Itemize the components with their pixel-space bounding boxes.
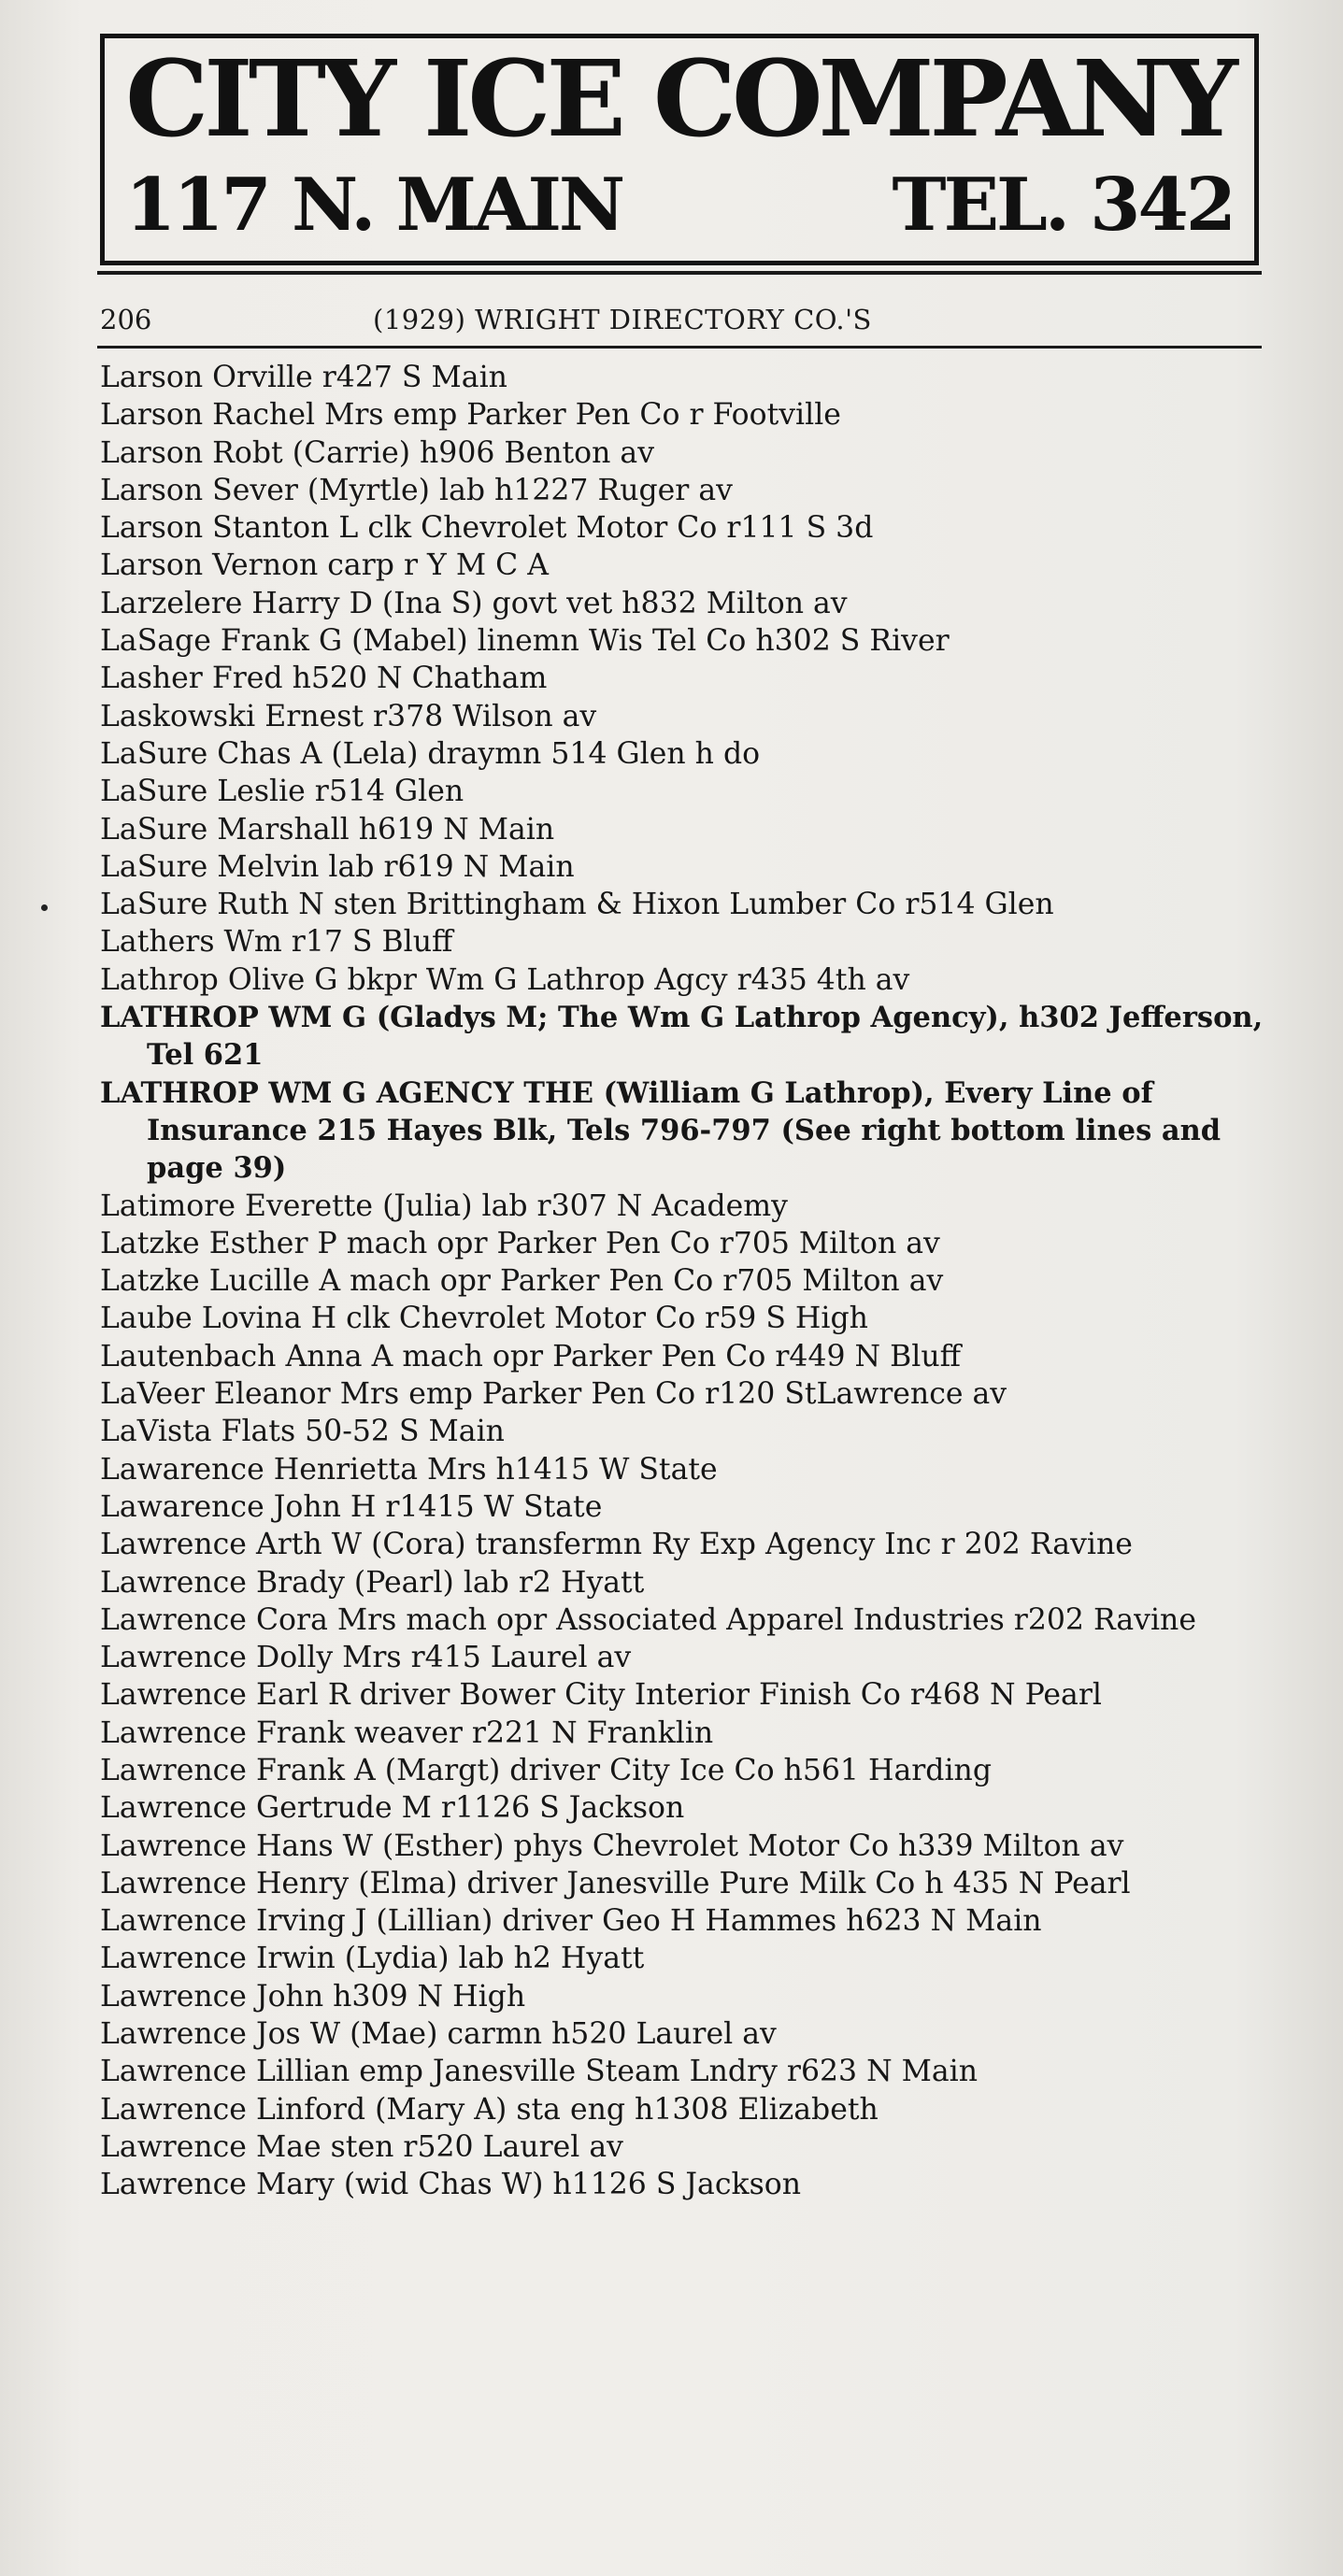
directory-entry: LaSure Chas A (Lela) draymn 514 Glen h do	[100, 736, 761, 771]
running-head-title: (1929) WRIGHT DIRECTORY CO.'S	[373, 304, 872, 335]
directory-entry: Lawrence Irving J (Lillian) driver Geo H Hammes h623 N Main	[100, 1904, 1042, 1939]
directory-entry: Lawarence Henrietta Mrs h1415 W State	[100, 1452, 718, 1487]
directory-entry: Lawrence Frank weaver r221 N Franklin	[100, 1715, 714, 1750]
directory-entry: Laskowski Ernest r378 Wilson av	[100, 699, 597, 733]
header-rule-thin	[97, 346, 1262, 349]
directory-entry: Lawrence Henry (Elma) driver Janesville Pure Milk Co h 435 N Pearl	[100, 1866, 1131, 1900]
advertisement-box	[100, 34, 1259, 265]
directory-entry: Lawrence Cora Mrs mach opr Associated Apparel Industries r202 Ravine	[100, 1602, 1196, 1637]
directory-entry: Lathrop Olive G bkpr Wm G Lathrop Agcy r435 4th av	[100, 962, 910, 997]
directory-entry: Latzke Esther P mach opr Parker Pen Co r705 Milton av	[100, 1226, 940, 1260]
margin-dot	[41, 904, 48, 911]
advertisement-telephone: TEL. 342	[892, 163, 1234, 248]
directory-entry: Larzelere Harry D (Ina S) govt vet h832 Milton av	[100, 586, 848, 620]
directory-entry: Larson Rachel Mrs emp Parker Pen Co r Footville	[100, 398, 841, 433]
directory-entry: Lawrence Brady (Pearl) lab r2 Hyatt	[100, 1565, 645, 1600]
directory-entry: Lawrence Irwin (Lydia) lab h2 Hyatt	[100, 1942, 645, 1976]
directory-entry: Lawrence Arth W (Cora) transfermn Ry Exp Agency Inc r 202 Ravine	[100, 1528, 1133, 1562]
directory-entry: Lautenbach Anna A mach opr Parker Pen Co r449 N Bluff	[100, 1339, 962, 1373]
directory-entry: Lawrence John h309 N High	[100, 1979, 526, 2014]
directory-entry: Larson Vernon carp r Y M C A	[100, 548, 549, 583]
directory-entry: Latzke Lucille A mach opr Parker Pen Co r705 Milton av	[100, 1264, 944, 1299]
directory-entry: Lawrence Linford (Mary A) sta eng h1308 Elizabeth	[100, 2092, 879, 2127]
header-rule-thick	[97, 271, 1262, 275]
directory-entry: LaSure Melvin lab r619 N Main	[100, 849, 575, 884]
directory-entry: Lawrence Dolly Mrs r415 Laurel av	[100, 1641, 632, 1675]
directory-entry: LaSure Leslie r514 Glen	[100, 775, 464, 809]
directory-entry: LaSage Frank G (Mabel) linemn Wis Tel Co h302 S River	[100, 624, 950, 659]
directory-entries	[100, 359, 1279, 2204]
directory-entry: Lawrence Lillian emp Janesville Steam Lndry r623 N Main	[100, 2055, 979, 2089]
directory-entry: Lawrence Hans W (Esther) phys Chevrolet Motor Co h339 Milton av	[100, 1829, 1124, 1863]
directory-entry: Lawrence Jos W (Mae) carmn h520 Laurel av	[100, 2017, 777, 2052]
directory-entry: LATHROP WM G AGENCY THE (William G Lathrop), Every Line of Insurance 215 Hayes Blk, Tels 796-797 (See right bottom lines and page 39)	[100, 1075, 1222, 1186]
directory-entry: Lawrence Mae sten r520 Laurel av	[100, 2129, 623, 2164]
directory-entry: Latimore Everette (Julia) lab r307 N Academy	[100, 1188, 788, 1223]
directory-entry: Lawrence Gertrude M r1126 S Jackson	[100, 1791, 685, 1826]
advertisement-title: CITY ICE COMPANY	[125, 38, 1234, 161]
directory-entry: LaVista Flats 50-52 S Main	[100, 1415, 505, 1449]
directory-entry: Lawrence Mary (wid Chas W) h1126 S Jackson	[100, 2168, 801, 2202]
directory-entry: Lasher Fred h520 N Chatham	[100, 662, 548, 696]
directory-entry: LaSure Marshall h619 N Main	[100, 812, 555, 847]
directory-entry: LaSure Ruth N sten Brittingham & Hixon Lumber Co r514 Glen	[100, 888, 1054, 922]
advertisement-address: 117 N. MAIN	[125, 163, 623, 248]
directory-entry: LATHROP WM G (Gladys M; The Wm G Lathrop Agency), h302 Jefferson, Tel 621	[100, 1001, 1264, 1073]
directory-entry: Lawrence Frank A (Margt) driver City Ice Co h561 Harding	[100, 1753, 992, 1787]
page-number: 206	[100, 304, 152, 335]
directory-entry: Larson Stanton L clk Chevrolet Motor Co r111 S 3d	[100, 511, 874, 546]
directory-entry: Lawrence Earl R driver Bower City Interior Finish Co r468 N Pearl	[100, 1678, 1102, 1713]
running-header	[100, 301, 1259, 338]
directory-entry: Laube Lovina H clk Chevrolet Motor Co r59 S High	[100, 1302, 868, 1336]
directory-entry: Lathers Wm r17 S Bluff	[100, 925, 453, 960]
directory-entry: Larson Orville r427 S Main	[100, 361, 507, 394]
directory-entry: Larson Sever (Myrtle) lab h1227 Ruger av	[100, 473, 733, 507]
directory-entry: Lawarence John H r1415 W State	[100, 1489, 603, 1524]
directory-entry: Larson Robt (Carrie) h906 Benton av	[100, 435, 655, 470]
directory-entry: LaVeer Eleanor Mrs emp Parker Pen Co r120 StLawrence av	[100, 1377, 1007, 1412]
